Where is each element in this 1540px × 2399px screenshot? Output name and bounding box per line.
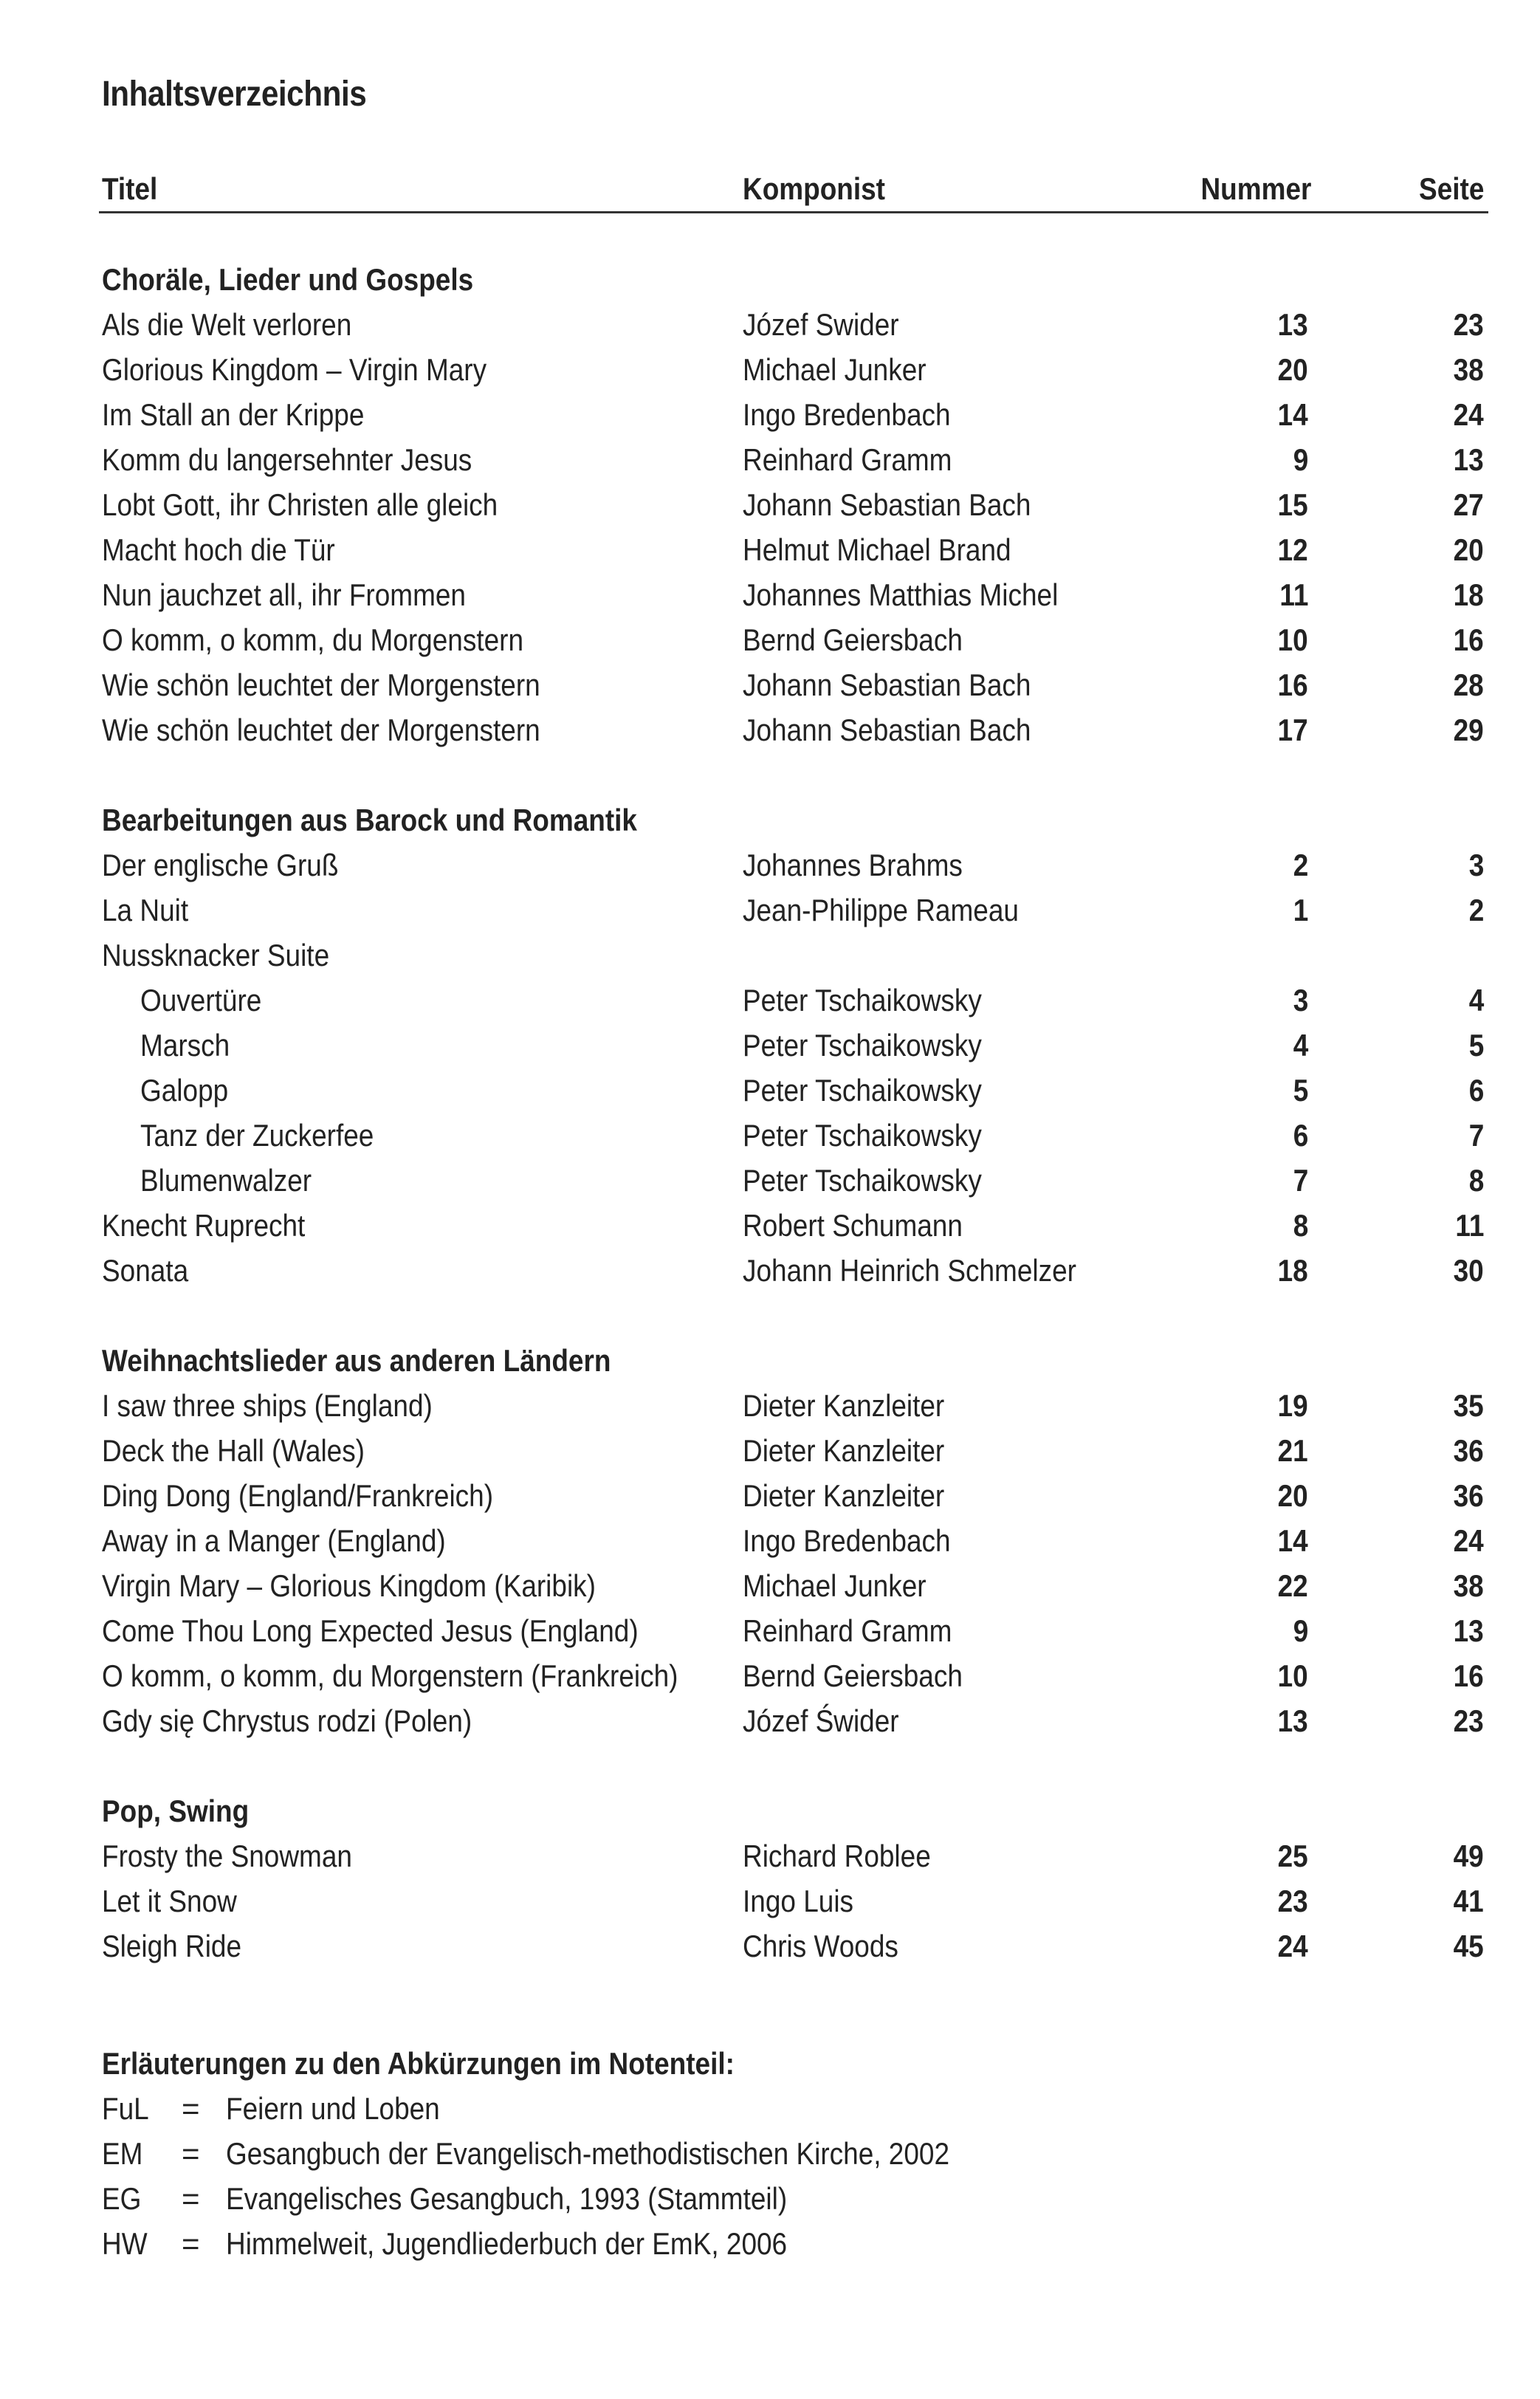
entry-number: 17 (1277, 713, 1308, 747)
legend-items (102, 2086, 1283, 2266)
toc-entry (102, 888, 1488, 933)
entry-number: 11 (1279, 577, 1308, 612)
toc-entry (102, 1473, 1488, 1518)
entry-number: 19 (1277, 1388, 1308, 1423)
entry-number: 9 (1293, 1613, 1308, 1648)
entry-number: 6 (1293, 1118, 1308, 1153)
entry-page: 4 (1468, 983, 1484, 1017)
entry-composer: Józef Swider (743, 307, 899, 342)
entry-composer: Michael Junker (743, 352, 927, 387)
entry-number: 12 (1277, 532, 1308, 567)
entry-composer: Helmut Michael Brand (743, 532, 1011, 567)
entry-page: 7 (1468, 1118, 1484, 1153)
entry-number: 2 (1293, 848, 1308, 882)
entry-composer: Dieter Kanzleiter (743, 1388, 945, 1423)
entry-page: 13 (1453, 442, 1484, 477)
entry-number: 20 (1277, 1478, 1308, 1513)
legend-equals: = (182, 2091, 200, 2126)
entry-composer: Peter Tschaikowsky (743, 1163, 982, 1198)
entry-composer: Bernd Geiersbach (743, 622, 963, 657)
entry-page: 11 (1454, 1208, 1484, 1243)
entry-number: 7 (1293, 1163, 1308, 1198)
toc-entry (102, 1428, 1488, 1473)
legend-item (102, 2176, 1283, 2221)
entry-page: 38 (1453, 352, 1484, 387)
toc-entry (102, 1248, 1488, 1293)
entry-title: Knecht Ruprecht (102, 1208, 306, 1243)
entry-composer: Ingo Bredenbach (743, 1523, 951, 1558)
legend-abbr: EM (102, 2136, 143, 2171)
entry-number: 16 (1277, 667, 1308, 702)
entry-title: Come Thou Long Expected Jesus (England) (102, 1613, 639, 1648)
entry-number: 10 (1277, 622, 1308, 657)
toc-list (102, 257, 1488, 2014)
entry-page: 49 (1453, 1839, 1484, 1873)
section-title: Bearbeitungen aus Barock und Romantik (102, 803, 637, 837)
entry-title: O komm, o komm, du Morgenstern (102, 622, 524, 657)
entry-title: Sleigh Ride (102, 1929, 242, 1963)
entry-composer: Dieter Kanzleiter (743, 1478, 945, 1513)
entry-page: 28 (1453, 667, 1484, 702)
entry-title: Nun jauchzet all, ihr Frommen (102, 577, 466, 612)
entry-title: Ouvertüre (140, 983, 262, 1017)
entry-composer: Johann Sebastian Bach (743, 667, 1031, 702)
entry-number: 14 (1277, 397, 1308, 432)
legend-equals: = (182, 2226, 200, 2261)
entry-composer: Michael Junker (743, 1568, 927, 1603)
entry-number: 10 (1277, 1658, 1308, 1693)
legend-item (102, 2086, 1283, 2131)
entry-page: 6 (1468, 1073, 1484, 1108)
entry-composer: Peter Tschaikowsky (743, 1073, 982, 1108)
legend-equals: = (182, 2136, 200, 2171)
entry-page: 45 (1453, 1929, 1484, 1963)
entry-title: Als die Welt verloren (102, 307, 352, 342)
entry-number: 4 (1293, 1028, 1308, 1063)
toc-entry (102, 392, 1488, 437)
legend-abbr: HW (102, 2226, 148, 2261)
entry-composer: Richard Roblee (743, 1839, 931, 1873)
toc-entry (102, 482, 1488, 527)
entry-composer: Peter Tschaikowsky (743, 983, 982, 1017)
toc-entry (102, 1023, 1488, 1068)
entry-page: 8 (1468, 1163, 1484, 1198)
entry-page: 16 (1453, 1658, 1484, 1693)
entry-title: Der englische Gruß (102, 848, 339, 882)
entry-page: 27 (1453, 487, 1484, 522)
entry-title: Sonata (102, 1253, 189, 1288)
toc-entry (102, 1113, 1488, 1158)
toc-section (102, 1338, 1488, 1743)
entry-title: Im Stall an der Krippe (102, 397, 365, 432)
entry-number: 13 (1277, 307, 1308, 342)
entry-title: Let it Snow (102, 1884, 237, 1918)
section-title: Weihnachtslieder aus anderen Ländern (102, 1343, 611, 1378)
entry-title: Deck the Hall (Wales) (102, 1433, 365, 1468)
toc-entry (102, 617, 1488, 662)
entry-composer: Johann Sebastian Bach (743, 713, 1031, 747)
entry-page: 13 (1453, 1613, 1484, 1648)
legend-item (102, 2221, 1283, 2266)
entry-number: 3 (1293, 983, 1308, 1017)
legend-description: Himmelweit, Jugendliederbuch der EmK, 2006 (226, 2226, 788, 2261)
abbreviation-legend (102, 2041, 1283, 2266)
entry-page: 36 (1453, 1433, 1484, 1468)
entry-number: 25 (1277, 1839, 1308, 1873)
entry-composer: Dieter Kanzleiter (743, 1433, 945, 1468)
legend-description: Evangelisches Gesangbuch, 1993 (Stammteil) (226, 2181, 788, 2216)
toc-entry (102, 1518, 1488, 1563)
entry-page: 36 (1453, 1478, 1484, 1513)
entry-page: 5 (1468, 1028, 1484, 1063)
entry-title: Galopp (140, 1073, 229, 1108)
entry-title: Nussknacker Suite (102, 938, 330, 972)
entry-composer: Johann Heinrich Schmelzer (743, 1253, 1076, 1288)
entry-page: 2 (1468, 893, 1484, 927)
entry-title: Komm du langersehnter Jesus (102, 442, 472, 477)
entry-title: Tanz der Zuckerfee (140, 1118, 374, 1153)
entry-composer: Robert Schumann (743, 1208, 963, 1243)
entry-number: 23 (1277, 1884, 1308, 1918)
toc-entry (102, 1383, 1488, 1428)
toc-entry (102, 662, 1488, 707)
entry-composer: Józef Świder (743, 1703, 899, 1738)
toc-entry (102, 1563, 1488, 1608)
column-header-titel: Titel (102, 171, 158, 206)
entry-title: Virgin Mary – Glorious Kingdom (Karibik) (102, 1568, 596, 1603)
entry-title: Gdy się Chrystus rodzi (Polen) (102, 1703, 472, 1738)
entry-title: Glorious Kingdom – Virgin Mary (102, 352, 487, 387)
toc-entry (102, 437, 1488, 482)
entry-number: 18 (1277, 1253, 1308, 1288)
entry-title: Lobt Gott, ihr Christen alle gleich (102, 487, 498, 522)
entry-page: 38 (1453, 1568, 1484, 1603)
entry-title: Marsch (140, 1028, 230, 1063)
entry-page: 3 (1468, 848, 1484, 882)
section-title: Choräle, Lieder und Gospels (102, 262, 474, 297)
entry-title: Blumenwalzer (140, 1163, 312, 1198)
entry-composer: Ingo Bredenbach (743, 397, 951, 432)
entry-number: 15 (1277, 487, 1308, 522)
entry-composer: Peter Tschaikowsky (743, 1118, 982, 1153)
entry-title: Macht hoch die Tür (102, 532, 335, 567)
toc-entry (102, 978, 1488, 1023)
entry-page: 29 (1453, 713, 1484, 747)
entry-page: 20 (1453, 532, 1484, 567)
toc-entry (102, 1653, 1488, 1698)
toc-entry (102, 1923, 1488, 1969)
entry-composer: Chris Woods (743, 1929, 898, 1963)
legend-item (102, 2131, 1283, 2176)
toc-entry (102, 1203, 1488, 1248)
toc-entry (102, 842, 1488, 888)
entry-number: 8 (1293, 1208, 1308, 1243)
toc-section (102, 257, 1488, 752)
entry-page: 23 (1453, 307, 1484, 342)
entry-page: 30 (1453, 1253, 1484, 1288)
toc-entry (102, 1833, 1488, 1878)
toc-entry (102, 707, 1488, 752)
entry-composer: Ingo Luis (743, 1884, 854, 1918)
toc-entry (102, 347, 1488, 392)
entry-page: 16 (1453, 622, 1484, 657)
table-header (99, 167, 1488, 213)
entry-page: 24 (1453, 397, 1484, 432)
entry-number: 1 (1293, 893, 1308, 927)
section-title: Pop, Swing (102, 1794, 250, 1828)
entry-number: 13 (1277, 1703, 1308, 1738)
toc-entry (102, 527, 1488, 572)
toc-section (102, 797, 1488, 1293)
entry-composer: Johann Sebastian Bach (743, 487, 1031, 522)
page-title: Inhaltsverzeichnis (102, 75, 367, 114)
toc-entry (102, 572, 1488, 617)
toc-entry (102, 1158, 1488, 1203)
entry-number: 14 (1277, 1523, 1308, 1558)
column-header-komponist: Komponist (743, 171, 885, 206)
entry-composer: Peter Tschaikowsky (743, 1028, 982, 1063)
toc-entry (102, 302, 1488, 347)
legend-description: Gesangbuch der Evangelisch-methodistischen Kirche, 2002 (226, 2136, 950, 2171)
entry-title: Away in a Manger (England) (102, 1523, 446, 1558)
entry-title: Wie schön leuchtet der Morgenstern (102, 667, 540, 702)
entry-composer: Reinhard Gramm (743, 1613, 952, 1648)
entry-number: 9 (1293, 442, 1308, 477)
entry-number: 22 (1277, 1568, 1308, 1603)
column-header-seite: Seite (1418, 171, 1484, 206)
legend-description: Feiern und Loben (226, 2091, 440, 2126)
entry-composer: Johannes Matthias Michel (743, 577, 1059, 612)
entry-composer: Reinhard Gramm (743, 442, 952, 477)
entry-page: 24 (1453, 1523, 1484, 1558)
legend-abbr: EG (102, 2181, 142, 2216)
entry-title: Frosty the Snowman (102, 1839, 352, 1873)
entry-number: 21 (1277, 1433, 1308, 1468)
entry-number: 5 (1293, 1073, 1308, 1108)
entry-page: 35 (1453, 1388, 1484, 1423)
entry-page: 23 (1453, 1703, 1484, 1738)
entry-title: Ding Dong (England/Frankreich) (102, 1478, 494, 1513)
column-header-nummer: Nummer (1200, 171, 1311, 206)
toc-entry (102, 933, 1488, 978)
entry-composer: Johannes Brahms (743, 848, 963, 882)
entry-composer: Bernd Geiersbach (743, 1658, 963, 1693)
toc-entry (102, 1878, 1488, 1923)
legend-title: Erläuterungen zu den Abkürzungen im Notenteil: (102, 2046, 735, 2081)
entry-page: 18 (1453, 577, 1484, 612)
toc-entry (102, 1068, 1488, 1113)
legend-abbr: FuL (102, 2091, 149, 2126)
entry-title: Wie schön leuchtet der Morgenstern (102, 713, 540, 747)
entry-title: I saw three ships (England) (102, 1388, 433, 1423)
entry-title: O komm, o komm, du Morgenstern (Frankreich) (102, 1658, 678, 1693)
legend-equals: = (182, 2181, 200, 2216)
entry-page: 41 (1453, 1884, 1484, 1918)
entry-number: 24 (1277, 1929, 1308, 1963)
entry-composer: Jean-Philippe Rameau (743, 893, 1019, 927)
toc-entry (102, 1608, 1488, 1653)
toc-section (102, 1788, 1488, 1969)
entry-number: 20 (1277, 352, 1308, 387)
toc-entry (102, 1698, 1488, 1743)
entry-title: La Nuit (102, 893, 189, 927)
